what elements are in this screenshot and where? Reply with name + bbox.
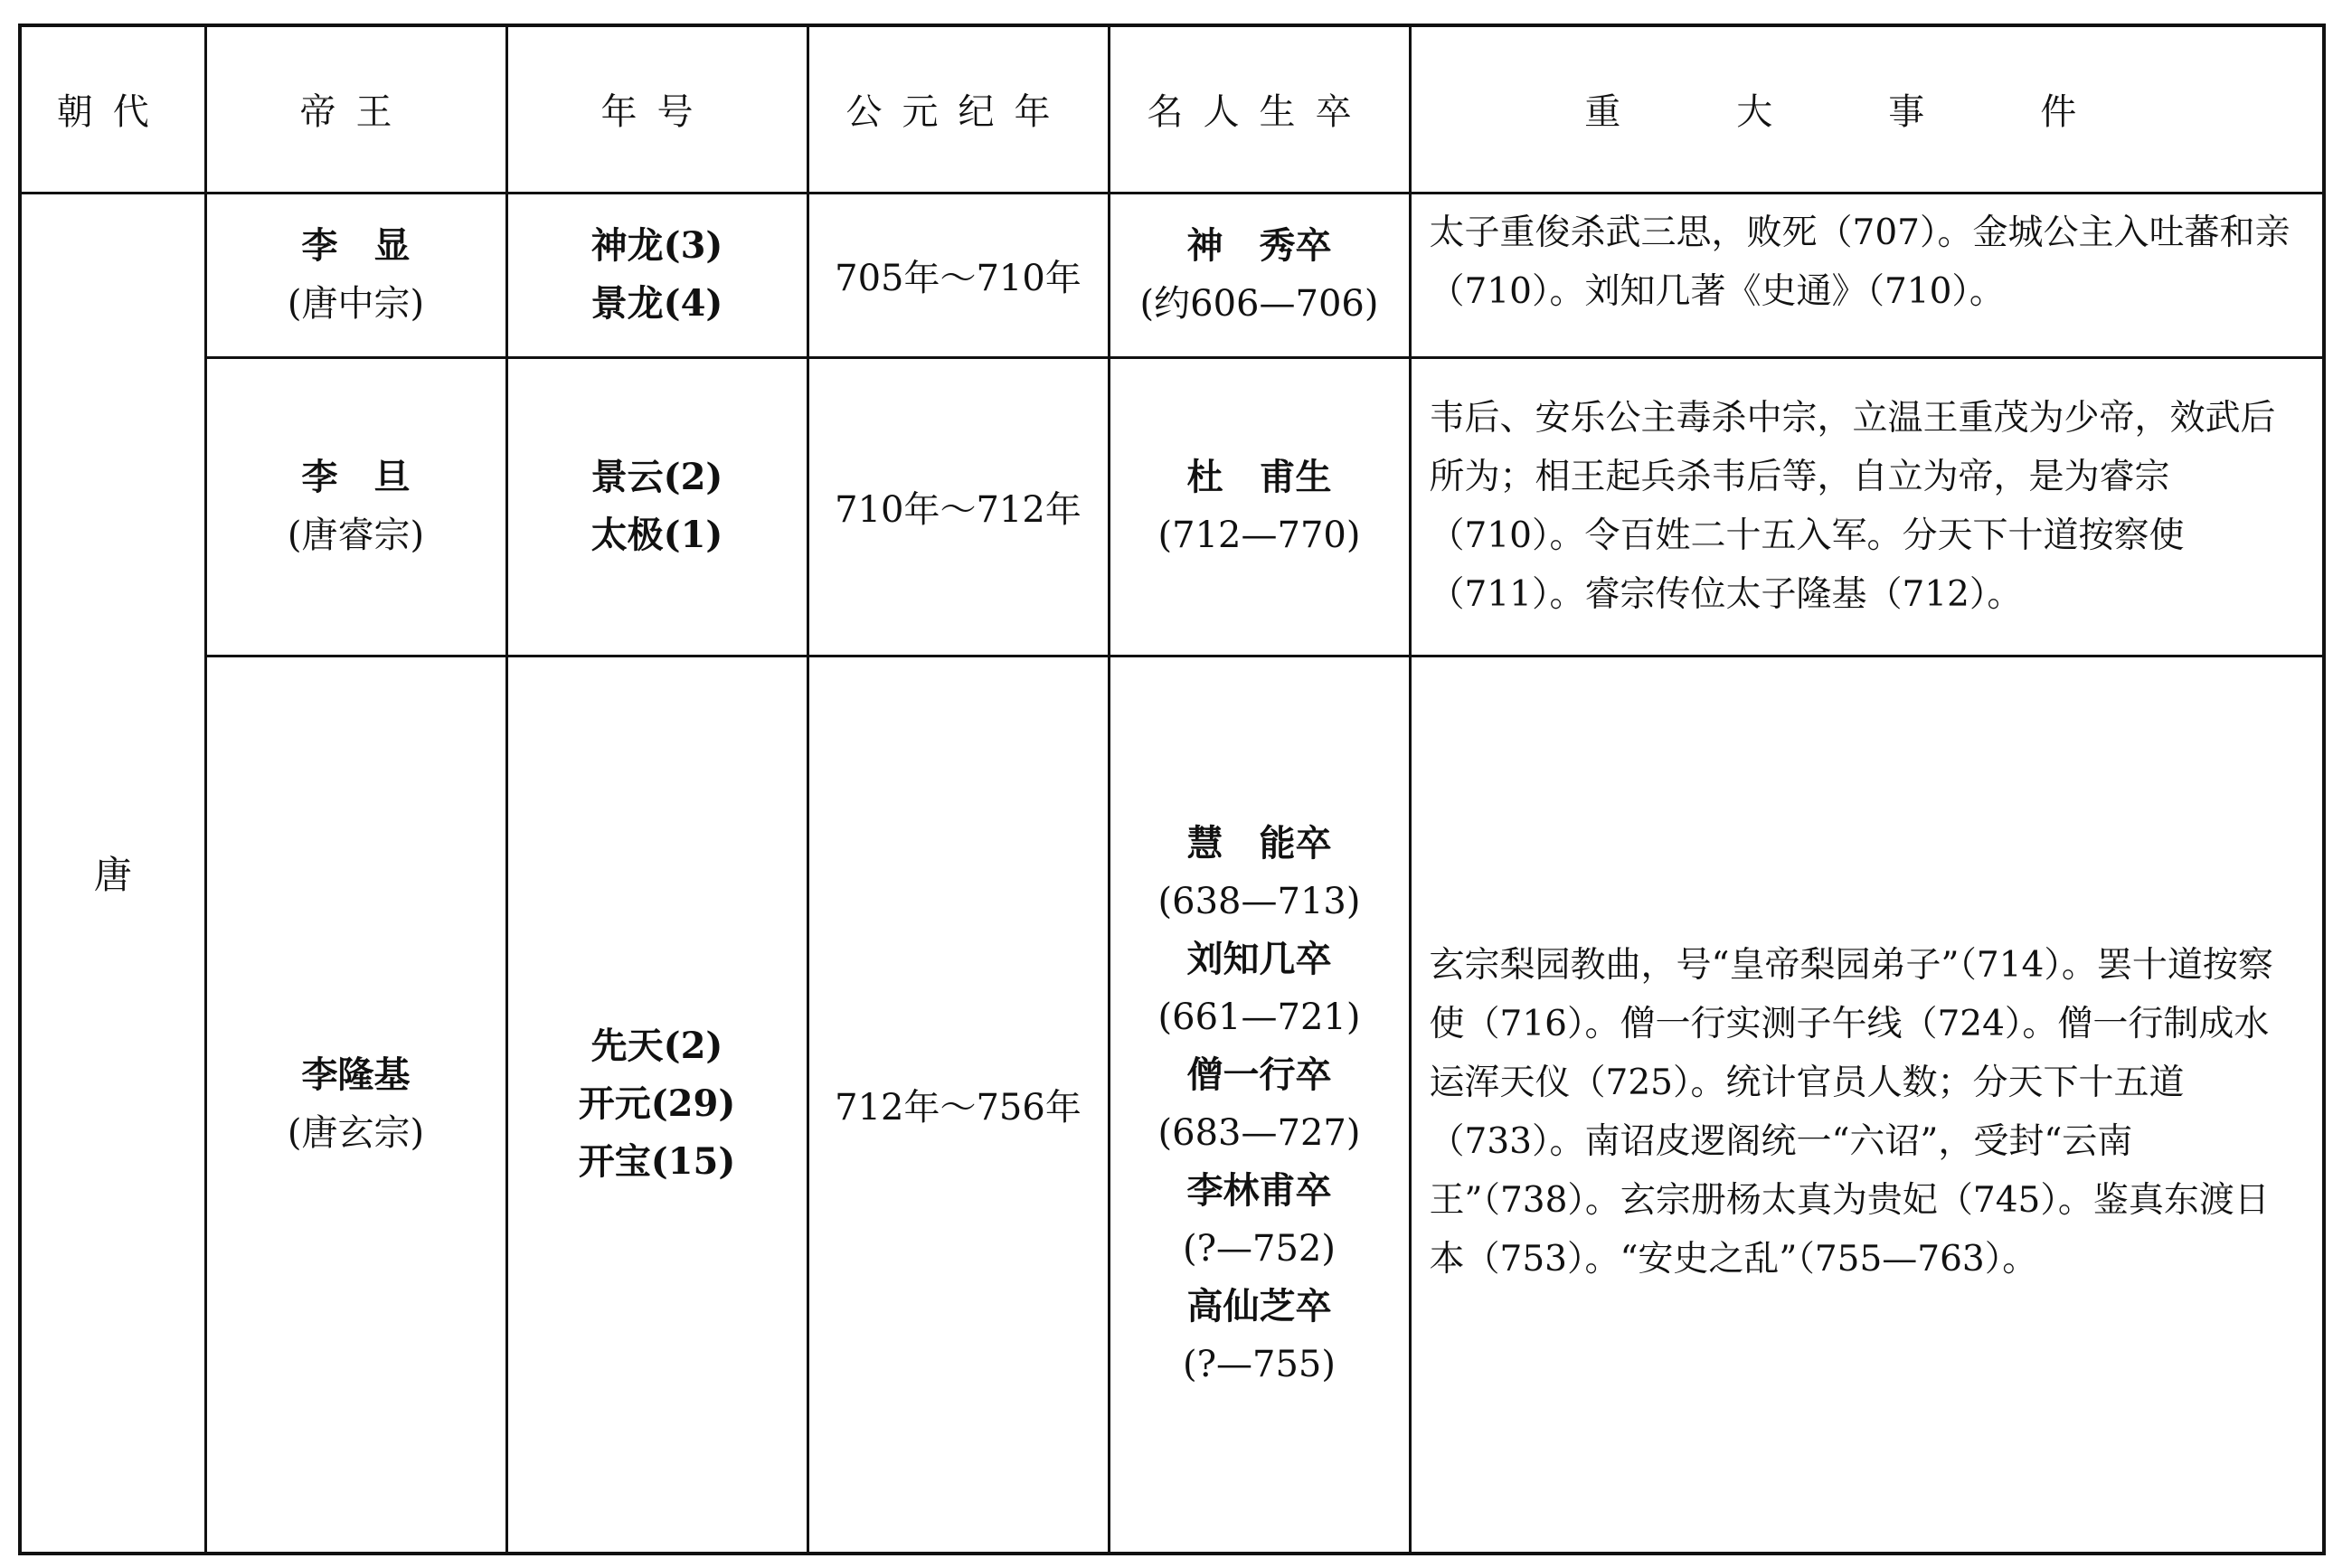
emperor-temple-name: (唐睿宗) xyxy=(287,515,425,556)
era-name: 开宝(15) xyxy=(578,1140,736,1184)
notable-name: 高仙芝卒 xyxy=(1186,1285,1332,1328)
notable-name: 李林甫卒 xyxy=(1186,1169,1332,1213)
notable-name: 神 秀卒 xyxy=(1186,224,1332,267)
notable-dates: (638—713) xyxy=(1157,881,1361,923)
dynasty-cell: 唐 xyxy=(20,193,205,1554)
events-cell: 韦后、安乐公主毒杀中宗，立温王重茂为少帝，效武后所为；相王起兵杀韦后等，自立为帝，是为睿宗（710）。令百姓二十五入军。分天下十道按察使（711）。睿宗传位太子隆基（712）。 xyxy=(1410,357,2324,656)
era-cell xyxy=(506,357,808,656)
chronology-table xyxy=(18,24,2326,1555)
header-era-name: 年号 xyxy=(506,25,808,193)
header-events: 重大事件 xyxy=(1410,25,2324,193)
emperor-name: 李隆基 xyxy=(301,1053,411,1097)
notables-cell xyxy=(1109,656,1410,1554)
notable-dates: (约606—706) xyxy=(1139,283,1379,325)
notable-dates: (683—727) xyxy=(1157,1112,1361,1155)
notable-dates: (?—755) xyxy=(1182,1344,1336,1386)
events-cell: 玄宗梨园教曲，号“皇帝梨园弟子”（714）。罢十道按察使（716）。僧一行实测子午线（724）。僧一行制成水运浑天仪（725）。统计官员人数；分天下十五道（733）。南诏皮逻阁统一“六诏”，受封“云南王”（738）。玄宗册杨太真为贵妃（745）。鉴真东渡日本（753）。“安史之乱”（755—763）。 xyxy=(1410,656,2324,1554)
notable-dates: (?—752) xyxy=(1182,1228,1336,1270)
era-name: 先天(2) xyxy=(590,1025,723,1068)
notable-dates: (712—770) xyxy=(1157,515,1361,556)
notables-cell xyxy=(1109,193,1410,357)
ad-years-cell: 705年～710年 xyxy=(808,193,1109,357)
emperor-temple-name: (唐玄宗) xyxy=(287,1112,425,1155)
events-cell: 太子重俊杀武三思，败死（707）。金城公主入吐蕃和亲（710）。刘知几著《史通》（710）。 xyxy=(1410,193,2324,357)
table-row xyxy=(20,357,2324,656)
era-name: 景云(2) xyxy=(590,456,723,498)
header-row xyxy=(20,25,2324,193)
notable-name: 杜 甫生 xyxy=(1186,456,1332,498)
header-notables: 名人生卒 xyxy=(1109,25,1410,193)
notable-name: 慧 能卒 xyxy=(1186,822,1332,865)
notable-name: 僧一行卒 xyxy=(1186,1053,1332,1097)
era-name: 太极(1) xyxy=(590,514,723,556)
emperor-cell xyxy=(205,656,506,1554)
emperor-name: 李 旦 xyxy=(301,456,411,498)
notable-dates: (661—721) xyxy=(1157,997,1361,1039)
table-row xyxy=(20,193,2324,357)
emperor-name: 李 显 xyxy=(301,224,411,267)
era-name: 神龙(3) xyxy=(590,224,723,267)
era-name: 景龙(4) xyxy=(590,282,723,325)
notables-cell xyxy=(1109,357,1410,656)
header-ad-years: 公元纪年 xyxy=(808,25,1109,193)
ad-years-cell: 712年～756年 xyxy=(808,656,1109,1554)
emperor-cell xyxy=(205,357,506,656)
era-cell xyxy=(506,656,808,1554)
header-dynasty: 朝代 xyxy=(20,25,205,193)
header-emperor: 帝王 xyxy=(205,25,506,193)
era-cell xyxy=(506,193,808,357)
table-row xyxy=(20,656,2324,1554)
ad-years-cell: 710年～712年 xyxy=(808,357,1109,656)
emperor-temple-name: (唐中宗) xyxy=(287,283,425,325)
emperor-cell xyxy=(205,193,506,357)
notable-name: 刘知几卒 xyxy=(1186,938,1332,981)
era-name: 开元(29) xyxy=(578,1082,736,1126)
